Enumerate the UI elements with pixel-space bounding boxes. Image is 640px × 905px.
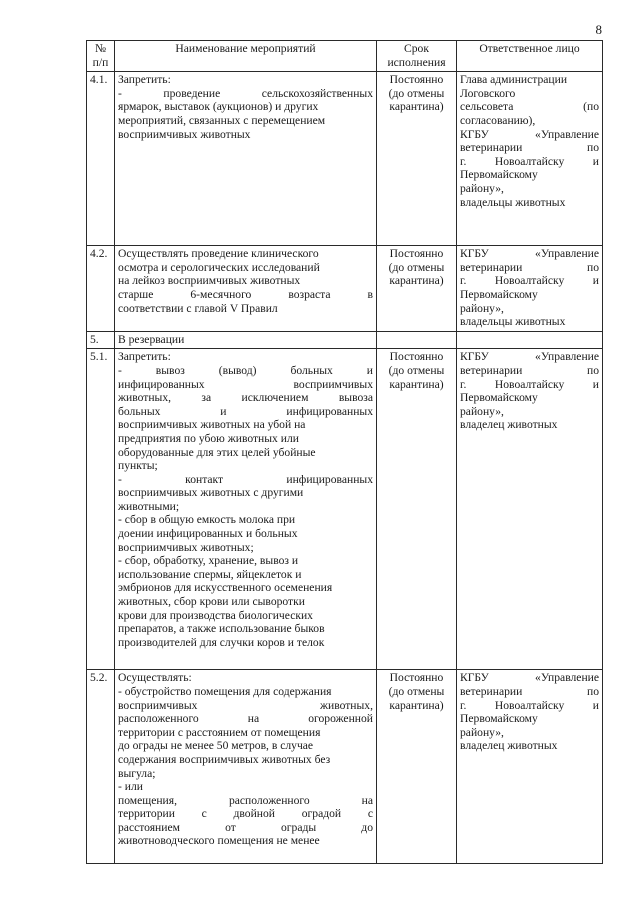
table-header-row — [87, 41, 603, 72]
text-line: Запретить: — [118, 73, 171, 87]
text-line: восприимчивых животных — [118, 127, 251, 141]
text-line: Постоянно — [389, 671, 444, 685]
text-line: карантина) — [389, 274, 444, 288]
text-line: карантина) — [389, 100, 444, 114]
text-line: сельсовета (по — [460, 100, 599, 114]
text-line: Постоянно — [389, 350, 444, 364]
term-cell — [377, 72, 457, 246]
text-line: г. Новоалтайску и — [460, 274, 599, 288]
text-line: - контакт инфицированных — [118, 472, 373, 486]
text-line: ветеринарии по — [460, 684, 599, 698]
text-line: на лейкоз восприимчивых животных — [118, 274, 301, 288]
text-line: району», — [460, 181, 504, 195]
text-line: предприятия по убою животных или — [118, 431, 299, 445]
row-number: 5.2. — [87, 670, 115, 864]
text-line: оборудованные для этих целей убойные — [118, 445, 316, 459]
text-line: Постоянно — [389, 247, 444, 261]
text-line: животными; — [118, 499, 180, 513]
header-name: Наименование мероприятий — [115, 41, 377, 72]
resp-cell — [457, 72, 603, 246]
text-line: расположенного на огороженной — [118, 712, 373, 726]
text-line: району», — [460, 725, 504, 739]
text-line: КГБУ «Управление — [460, 671, 599, 685]
text-line: Постоянно — [389, 73, 444, 87]
text-line: эмбрионов для искусственного осеменения — [118, 581, 333, 595]
text-line: Логовского — [460, 86, 516, 100]
header-term: Срок исполнения — [377, 41, 457, 72]
text-line: ярмарок, выставок (аукционов) и других — [118, 100, 319, 114]
text-line: использование спермы, яйцеклеток и — [118, 567, 302, 581]
table-row — [87, 246, 603, 332]
header-num: № п/п — [87, 41, 115, 72]
row-number: 5.1. — [87, 349, 115, 670]
text-line: г. Новоалтайску и — [460, 154, 599, 168]
text-line: ветеринарии по — [460, 141, 599, 155]
text-line: выгула; — [118, 766, 156, 780]
text-line: (до отмены — [388, 260, 445, 274]
header-responsible: Ответственное лицо — [457, 41, 603, 72]
term-cell — [377, 331, 457, 349]
text-line: ветеринарии по — [460, 363, 599, 377]
text-line: КГБУ «Управление — [460, 127, 599, 141]
text-line: больных и инфицированных — [118, 404, 373, 418]
name-cell — [115, 349, 377, 670]
table-body — [87, 72, 603, 864]
table-row — [87, 331, 603, 349]
resp-cell — [457, 246, 603, 332]
text-line: содержания восприимчивых животных без — [118, 752, 331, 766]
text-line: - вывоз (вывод) больных и — [118, 363, 373, 377]
table-row — [87, 72, 603, 246]
page-number: 8 — [595, 22, 602, 37]
text-line: территории с двойной оградой с — [118, 807, 373, 821]
text-line: владелец животных — [460, 418, 558, 432]
text-line: - проведение сельскохозяйственных — [118, 86, 373, 100]
text-line: Первомайскому — [460, 287, 538, 301]
text-line: ветеринарии по — [460, 260, 599, 274]
text-line: пункты; — [118, 459, 158, 473]
text-line: мероприятий, связанных с перемещением — [118, 113, 326, 127]
text-line: восприимчивых животных на убой на — [118, 418, 306, 432]
text-line: району», — [460, 301, 504, 315]
text-line: животных, за исключением вывоза — [118, 391, 373, 405]
text-line: району», — [460, 404, 504, 418]
text-line: (до отмены — [388, 684, 445, 698]
row-number: 5. — [87, 331, 115, 349]
text-line: (до отмены — [388, 363, 445, 377]
text-line: (до отмены — [388, 86, 445, 100]
text-line: - сбор, обработку, хранение, вывоз и — [118, 554, 299, 568]
text-line: препаратов, а также использование быков — [118, 622, 325, 636]
text-line: Первомайскому — [460, 391, 538, 405]
row-number: 4.1. — [87, 72, 115, 246]
text-line: Запретить: — [118, 350, 171, 364]
text-line: Глава администрации — [460, 73, 568, 87]
text-line: доении инфицированных и больных — [118, 527, 298, 541]
text-line: - обустройство помещения для содержания — [118, 684, 332, 698]
text-line: восприимчивых животных, — [118, 698, 373, 712]
text-line: согласованию), — [460, 113, 536, 127]
term-cell — [377, 670, 457, 864]
text-line: карантина) — [389, 698, 444, 712]
text-line: осмотра и серологических исследований — [118, 260, 320, 274]
text-line: соответствии с главой V Правил — [118, 301, 278, 315]
text-line: расстоянием от ограды до — [118, 820, 373, 834]
term-cell — [377, 349, 457, 670]
text-line: помещения, расположенного на — [118, 793, 373, 807]
text-line: - сбор в общую емкость молока при — [118, 513, 296, 527]
measures-table — [86, 40, 603, 864]
text-line: владелец животных — [460, 739, 558, 753]
row-number: 4.2. — [87, 246, 115, 332]
text-line: Осуществлять: — [118, 671, 192, 685]
text-line: владельцы животных — [460, 195, 566, 209]
table-row — [87, 349, 603, 670]
text-line: г. Новоалтайску и — [460, 698, 599, 712]
text-line: восприимчивых животных с другими — [118, 486, 304, 500]
text-line: В резервации — [118, 332, 185, 346]
text-line: - или — [118, 780, 143, 794]
text-line: Первомайскому — [460, 168, 538, 182]
text-line: Первомайскому — [460, 712, 538, 726]
text-line: г. Новоалтайску и — [460, 377, 599, 391]
text-line: старше 6-месячного возраста в — [118, 287, 373, 301]
text-line: КГБУ «Управление — [460, 247, 599, 261]
text-line: производителей для случки коров и телок — [118, 635, 325, 649]
text-line: территории с расстоянием от помещения — [118, 725, 321, 739]
table-row — [87, 670, 603, 864]
text-line: КГБУ «Управление — [460, 350, 599, 364]
text-line: карантина) — [389, 377, 444, 391]
name-cell — [115, 331, 377, 349]
text-line: владельцы животных — [460, 315, 566, 329]
text-line: крови для производства биологических — [118, 608, 313, 622]
resp-cell — [457, 331, 603, 349]
resp-cell — [457, 349, 603, 670]
name-cell — [115, 670, 377, 864]
resp-cell — [457, 670, 603, 864]
text-line: животноводческого помещения не менее — [118, 834, 320, 848]
text-line: инфицированных восприимчивых — [118, 377, 373, 391]
text-line: животных, сбор крови или сыворотки — [118, 595, 305, 609]
term-cell — [377, 246, 457, 332]
name-cell — [115, 246, 377, 332]
text-line: Осуществлять проведение клинического — [118, 247, 319, 261]
text-line: до ограды не менее 50 метров, в случае — [118, 739, 314, 753]
text-line: восприимчивых животных; — [118, 540, 254, 554]
name-cell — [115, 72, 377, 246]
